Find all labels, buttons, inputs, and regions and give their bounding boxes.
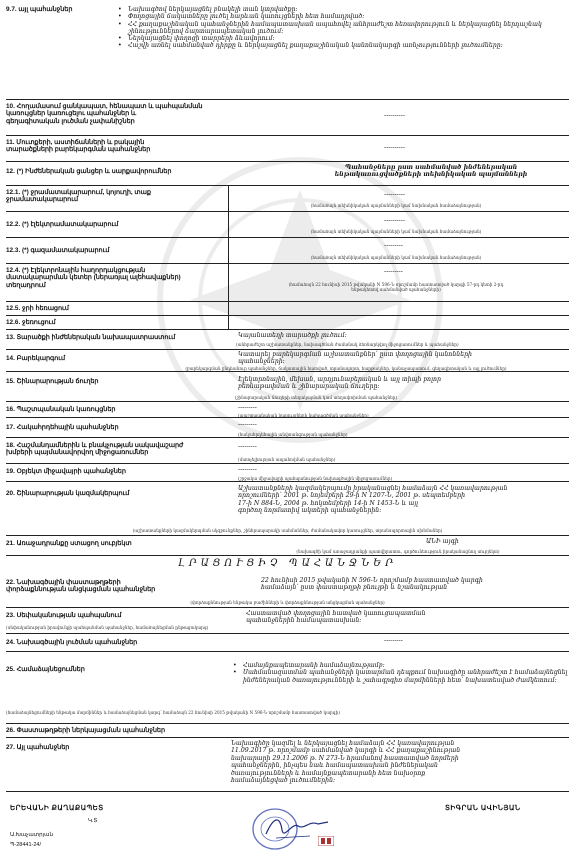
- row-value: Կատարել բարեկարգման աշխատանքներ՝ ըստ փողոցային կանոնների պահանջների:: [238, 351, 472, 366]
- row-value: ---------: [238, 404, 257, 411]
- row-label: 12. (*) Ինժեներական ցանցեր և սարքավորումներ: [6, 168, 172, 175]
- row-label: 12.4. (*) Էլեկտրոնային հաղորդակցության մատակարարման կետեր (ներառյալ ալեհավաքներ) տեղադրում: [6, 267, 181, 289]
- row-value: Նախագիծը կազմել և ներկայացնել համաձայն ՀՀ կառավարության 11.09.2017 թ. որոշմամբ սահմանված կարգի և ՀՀ քաղաքաշինության նախարարի 29.11.2006 թ. N 273-Ն հրամանով հաստատված նորմերի պահանջներին, ինչպես նաև համապատասխան ինժեներական ծառայությունների և համայնքապետարանի հետ նախօրոք համաձայնեցված լուծումներին:: [231, 740, 461, 785]
- row-label: 17. Հակահրդեհային պահանջներ: [6, 424, 119, 431]
- row-value: Աշխատանքների կազմակերպումը իրականացնել համաձայն ՀՀ կառավարության որոշումների՝ 2001 թ. նոյեմբերի 29-ի N 1207-Ն, 2001 թ. սեպտեմբերի 17-ի N 884-Ն, 2004 թ. հոկտեմբերի 14-ի N 1453-Ն և այլ գործող նորմատիվ ակտերի պահանջներին:: [238, 485, 508, 515]
- row-label: 12.2. (*) էլեկտրամատակարարում: [6, 221, 119, 228]
- row-14: [6, 350, 569, 372]
- row-12-6: [6, 316, 569, 330]
- row-caption: (հակահրդեհային անվտանգության պահանջներ): [238, 432, 348, 437]
- list-item: • Փողոցային ճակատները լուծել հարևան կառույցների հետ համադրված:: [126, 13, 566, 20]
- row-caption: (անհրաժեշտ աշխատանքներ, նախագծման ժամանակ ձեռնարկվող միջոցառումներ և պահանջներ): [236, 342, 459, 347]
- row-label: 12.1. (*) ջրամատակարարում, կոյուղի, տաք ջրամատակարարում: [6, 189, 151, 204]
- row-20: [6, 482, 569, 536]
- row-caption: (համաձայն տեխնիկական պայմանների կամ նախնական համաձայնության): [310, 203, 482, 208]
- row-23: [6, 608, 569, 634]
- row-label: 15. Շինարարության ճուղեր: [6, 378, 99, 385]
- row-value: ---------: [238, 421, 257, 428]
- row-value: 22 հունիսի 2015 թվականի N 596-Ն որոշմամբ հաստատված կարգի համաձայն՝ ըստ փաստաթղթի բնույթի և նշանակության: [261, 577, 483, 592]
- signatory-title: ԵՐԵՎԱՆԻ ՔԱՂԱՔԱՊԵՏ: [10, 805, 104, 812]
- bullet-list: [231, 662, 571, 684]
- row-26: [6, 724, 569, 738]
- row-label: 26. Փաստաթղթերի ներկայացման պահանջներ: [6, 727, 166, 734]
- row-caption: (աշխատանքների կազմակերպման սկզբունքներ, շինհրապարակի սահմաններ, ժամանակավոր կառույցներ, տրանսպորտային սխեմաներ): [132, 528, 443, 533]
- row-12-1: [6, 186, 569, 212]
- row-21: [6, 536, 569, 556]
- row-25: [6, 652, 569, 724]
- row-10: [6, 100, 569, 136]
- row-value: Պահանջները ըստ սահմանված ինժեներական ենթակառուցվածքների տեխնիկական պայմանների: [334, 164, 528, 179]
- row-15: [6, 372, 569, 402]
- row-11: [6, 136, 569, 162]
- row-caption: (համաձայն 22 հունիսի 2015 թվականի N 596-Ն որոշմամբ հաստատված կարգի 57-րդ կետի 2-րդ ենթակետով սահմանված պահանջների): [288, 282, 504, 292]
- row-17: [6, 418, 569, 438]
- row-label: 20. Շինարարության կազմակերպում: [6, 490, 130, 497]
- row-value: ----------: [384, 144, 405, 151]
- row-22: [6, 574, 569, 608]
- row-caption: (սեփականության իրավունքի պահպանման պահանջներ, համաձայնեցման ընթացակարգ): [6, 625, 209, 630]
- row-value: ---------: [384, 268, 403, 275]
- row-label: 9.7. այլ պահանջներ: [6, 6, 73, 13]
- row-12: [6, 162, 569, 186]
- row-label: 19. Օբյեկտ միջավայրի պահանջներ: [6, 468, 126, 475]
- stamp-label: Կ.Տ: [88, 818, 98, 824]
- row-value: ԱՆԻ այգի: [426, 538, 459, 545]
- row-label: 21. Առաջադրանքը ստացող սուբյեկտ: [6, 540, 132, 547]
- row-label: 18. Հաշմանդամներին և բնակչության սակավաշարժ խմբերի պայմանավորվող միջոցառումներ: [6, 442, 184, 457]
- row-label: 25. Համաձայնեցումներ: [6, 666, 85, 673]
- row-caption: (պաշտպանական կառույցների նախագծման պահանջներ): [238, 413, 369, 418]
- list-item: • Համայնքապետարանի համաձայնությամբ:: [241, 662, 571, 669]
- row-27: [6, 738, 569, 792]
- signatory-name: ՏԻԳՐԱՆ ԱՎԻՆՅԱՆ: [445, 805, 521, 812]
- row-caption: (նախագծի կամ առաջադրանքի պատվիրատու, գործունեություն իրականացնող սուբյեկտ): [296, 549, 500, 554]
- row-caption: (համաձայն տեխնիկական պայմանների կամ նախնական համաձայնության): [310, 255, 482, 260]
- registration-number: Պ-28441-24/: [10, 842, 42, 848]
- row-value: Էլեկտրոնային, մեխան, արդյունաբերական և այլ տիպի բոլոր բեռնաթափման և շինարարական ճուղերը:: [238, 376, 441, 391]
- row-value: ---------: [384, 242, 403, 249]
- row-caption: (մատչելիության ապահովման պահանջներ): [238, 457, 336, 462]
- row-13: [6, 330, 569, 350]
- row-value: ----------: [384, 191, 405, 198]
- list-item: • Հաշվի առնել սահմանված դիրքը և ներկայացնել քաղաքաշինական կանոնակարգի առնչությունների լուծումները:: [126, 42, 566, 49]
- row-value: Հաստատված փողոցային հատված կառուցապատման պահանջներին համապատասխան:: [246, 610, 426, 625]
- row-16: [6, 402, 569, 418]
- row-12-4: [6, 264, 569, 302]
- row-label: 10. Հողամասում ցանկապատ, հենապատ և պահպանման կառույցներ կառուցելու պահանջներ և գեղագիտական լուծման չափանիշներ: [6, 103, 203, 125]
- row-label: 16. Պաշտպանական կառույցներ: [6, 406, 116, 413]
- row-value: ---------: [384, 637, 403, 644]
- row-12-2: [6, 212, 569, 238]
- row-value: ----------: [384, 217, 405, 224]
- row-label: 11. Մուտքերի, աստիճանների և բակային տարածքների բարեկարգման պահանջներ: [6, 139, 151, 154]
- row-caption: (փորձաքննության ենթակա բաժինների և փորձաքննության անցկացման պահանջներ): [190, 600, 385, 605]
- row-label: 23. Սեփականության պահպանում: [6, 612, 122, 619]
- row-label: 14. Բարեկարգում: [6, 355, 66, 362]
- row-label: 12.6. ջեռուցում: [6, 319, 56, 326]
- row-value: ---------: [238, 466, 257, 473]
- row-caption: (շինարարական ճուղերի տեղակայման կամ տեղափոխման պահանջներ): [234, 395, 398, 400]
- bullet-list: [116, 6, 566, 50]
- row-24: [6, 634, 569, 652]
- section-banner: ԼՐԱՑՈՒՑԻՉ ՊԱՀԱՆՋՆԵՐ: [178, 558, 397, 569]
- row-label: 22. Նախագծային փաստաթղթերի փորձաքննության անցկացման պահանջներ: [6, 579, 156, 594]
- row-19: [6, 464, 569, 482]
- row-label: 13. Տարածքի ինժեներական նախապատրաստում: [6, 334, 176, 341]
- row-caption: (բարեկարգման ընդհանուր պահանջներ, ճակատային հատված, տրանսպորտ, հարթակներ, կանաչապատում, գեղագիտական և այլ լուծումներ): [185, 366, 507, 371]
- row-caption: (համաձայն տեխնիկական պայմանների կամ նախնական համաձայնության): [310, 229, 482, 234]
- list-item: • Ներկայացնել փողոցի տարրերի ձևավորում:: [126, 35, 566, 42]
- list-item: • Սահմանազատման պահանջների կատարման դեպքում նախագիծը անհրաժեշտ է համաձայնեցնել ինժեներական ծառայությունների և շահագրգիռ մարմինների հետ՝ նախատեսված ժամկետում:: [241, 669, 571, 684]
- row-value: ----------: [384, 112, 405, 119]
- row-label: 12.5. ջրի հեռացում: [6, 305, 69, 312]
- row-value: ---------: [238, 443, 257, 450]
- row-label: 27. Այլ պահանջներ: [6, 744, 70, 751]
- executor-name: Ա.Խաչատրյան: [10, 832, 53, 838]
- row-label: 24. Նախագծային լուծման պահանջներ: [6, 639, 138, 646]
- row-18: [6, 438, 569, 464]
- list-item: • ՀՀ քաղաքաշինական պահանջներին համապատասխան ապահովել անհրաժեշտ հեռավորություն և ներկայացնել ներդաշնակ շինություններով ճարտարապետական լուծում:: [126, 21, 566, 36]
- row-caption: (համաձայնեցումների ենթակա մարմիններ և համաձայնեցման կարգ՝ համաձայն 22 հունիսի 2015 թվականի N 596-Ն որոշմամբ հաստատված կարգի): [6, 710, 340, 715]
- row-9-7: [6, 4, 569, 100]
- row-12-3: [6, 238, 569, 264]
- row-value: Կայանատեղի տարածքի լուծում:: [238, 332, 347, 339]
- row-caption: (շրջակա միջավայրի պահպանության նախագծային միջոցառումներ): [238, 476, 393, 481]
- qr-mark-icon: [318, 836, 334, 846]
- row-label: 12.3. (*) գազամատակարարում: [6, 247, 110, 254]
- row-12-5: [6, 302, 569, 316]
- list-item: • Նախագծով ներկայացնել բնակելի տան կտրվածքը:: [126, 6, 566, 13]
